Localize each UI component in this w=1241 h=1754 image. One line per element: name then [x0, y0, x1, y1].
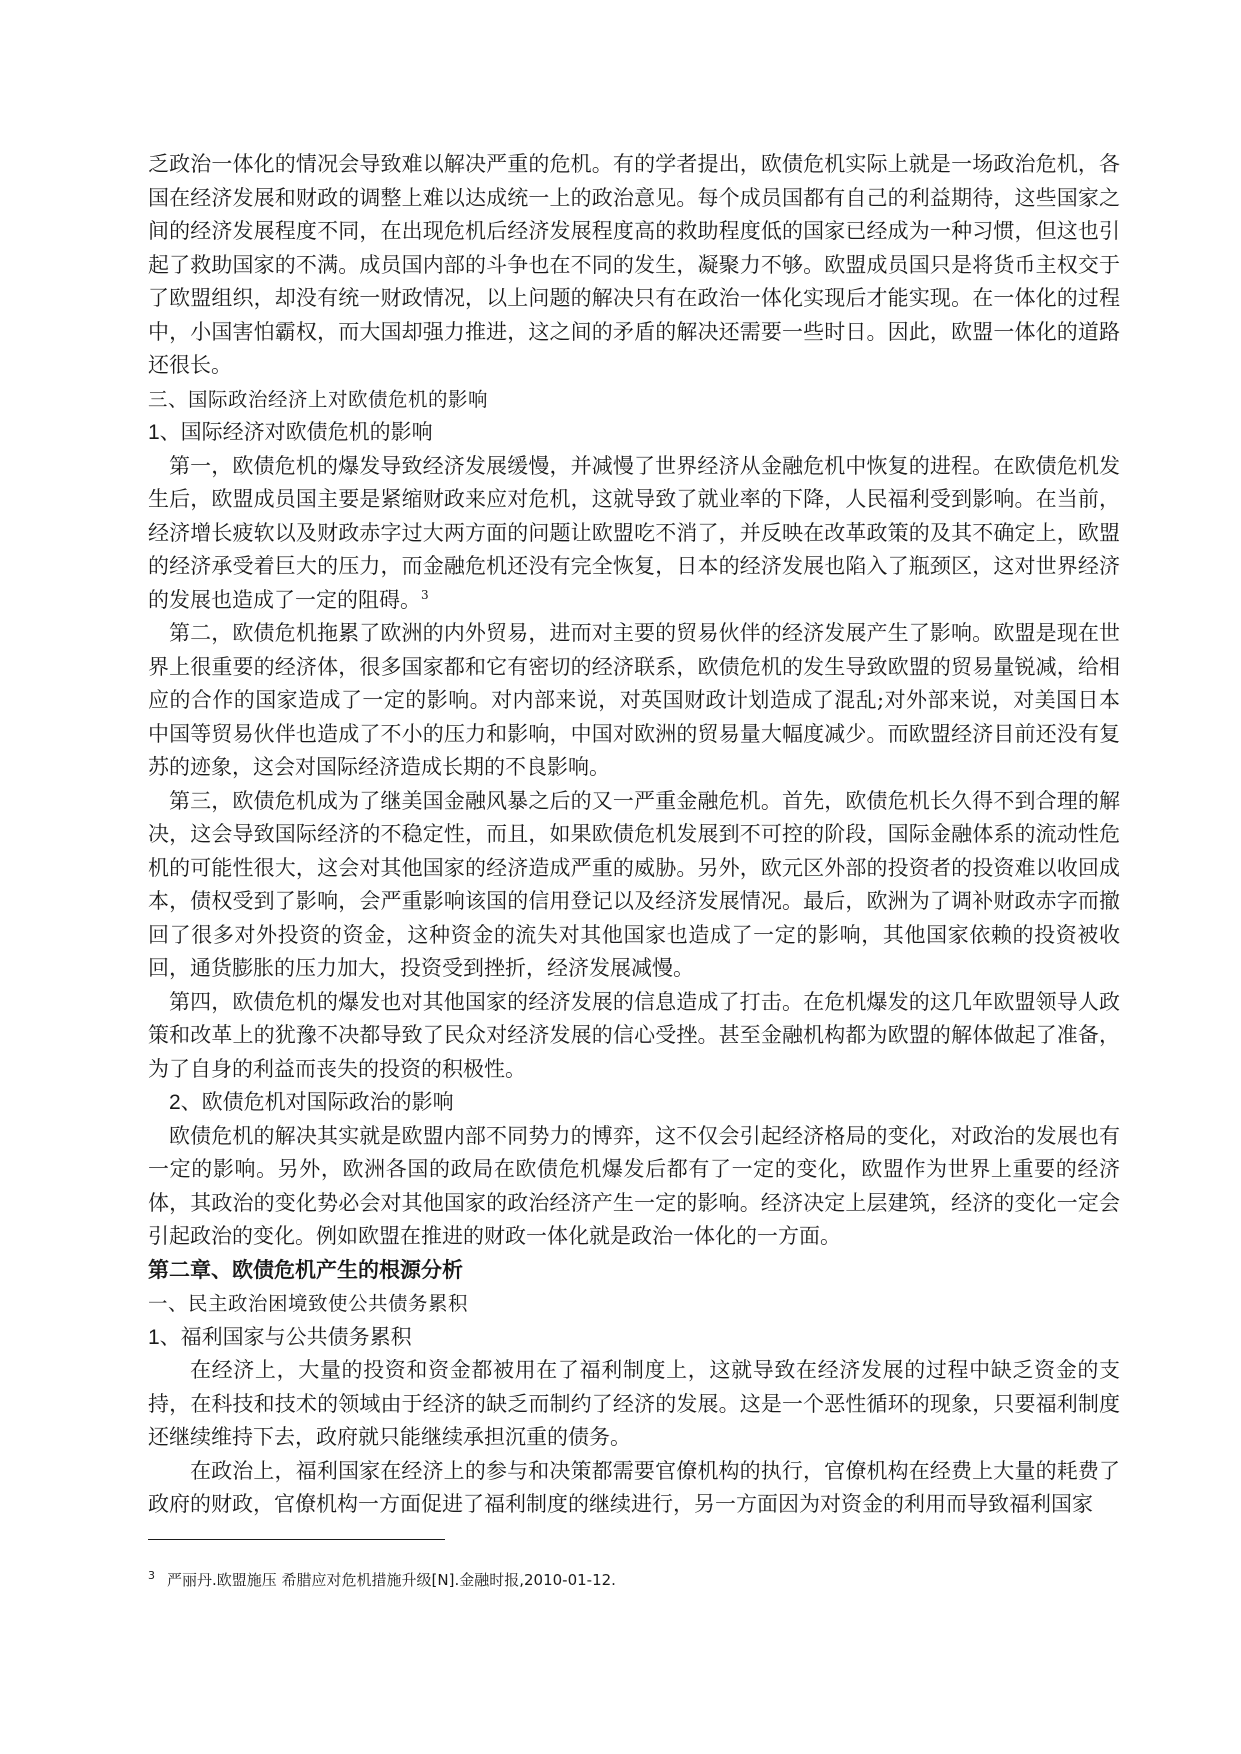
footnote-text: 严丽丹.欧盟施压 希腊应对危机措施升级[N].金融时报,2010-01-12. — [167, 1571, 616, 1589]
document-body — [148, 148, 1120, 1522]
paragraph-second: 第二，欧债危机拖累了欧洲的内外贸易，进而对主要的贸易伙伴的经济发展产生了影响。欧盟是现在世界上很重要的经济体，很多国家都和它有密切的经济联系，欧债危机的发生导致欧盟的贸易量锐减，给相应的合作的国家造成了一定的影响。对内部来说，对英国财政计划造成了混乱;对外部来说，对美国日本中国等贸易伙伴也造成了不小的压力和影响，中国对欧洲的贸易量大幅度减少。而欧盟经济目前还没有复苏的迹象，这会对国际经济造成长期的不良影响。 — [148, 621, 1120, 779]
paragraph-economic-welfare: 在经济上，大量的投资和资金都被用在了福利制度上，这就导致在经济发展的过程中缺乏资金的支持，在科技和技术的领域由于经济的缺乏而制约了经济的发展。这是一个恶性循环的现象，只要福利制度还继续维持下去，政府就只能继续承担沉重的债务。 — [148, 1358, 1120, 1449]
paragraph-first — [148, 450, 1120, 618]
footnote-separator — [148, 1539, 445, 1540]
footnote — [148, 1565, 1120, 1591]
paragraph-third: 第三，欧债危机成为了继美国金融风暴之后的又一严重金融危机。首先，欧债危机长久得不到合理的解决，这会导致国际经济的不稳定性，而且，如果欧债危机发展到不可控的阶段，国际金融体系的流动性危机的可能性很大，这会对其他国家的经济造成严重的威胁。另外，欧元区外部的投资者的投资难以收回成本，债权受到了影响，会严重影响该国的信用登记以及经济发展情况。最后，欧洲为了调补财政赤字而撤回了很多对外投资的资金，这种资金的流失对其他国家也造成了一定的影响，其他国家依赖的投资被收回，通货膨胀的压力加大，投资受到挫折，经济发展减慢。 — [148, 788, 1120, 980]
subsection-heading-welfare-state: 1、福利国家与公共债务累积 — [148, 1325, 412, 1349]
section-heading-democratic-dilemma: 一、民主政治困境致使公共债务累积 — [148, 1292, 469, 1315]
paragraph-political-impact: 欧债危机的解决其实就是欧盟内部不同势力的博弈，这不仅会引起经济格局的变化，对政治的发展也有一定的影响。另外，欧洲各国的政局在欧债危机爆发后都有了一定的变化，欧盟作为世界上重要的经济体，其政治的变化势必会对其他国家的政治经济产生一定的影响。经济决定上层建筑，经济的变化一定会引起政治的变化。例如欧盟在推进的财政一体化就是政治一体化的一方面。 — [148, 1123, 1120, 1248]
chapter-heading: 第二章、欧债危机产生的根源分析 — [148, 1258, 463, 1282]
subsection-heading-political-impact: 2、欧债危机对国际政治的影响 — [169, 1091, 454, 1114]
paragraph-first-text: 第一，欧债危机的爆发导致经济发展缓慢，并减慢了世界经济从金融危机中恢复的进程。在欧债危机发生后，欧盟成员国主要是紧缩财政来应对危机，这就导致了就业率的下降，人民福利受到影响。在当前，经济增长疲软以及财政赤字过大两方面的问题让欧盟吃不消了，并反映在改革政策的及其不确定上，欧盟的经济承受着巨大的压力，而金融危机还没有完全恢复，日本的经济发展也陷入了瓶颈区，这对世界经济的发展也造成了一定的阻碍。 — [148, 453, 1120, 612]
paragraph-continuation: 乏政治一体化的情况会导致难以解决严重的危机。有的学者提出，欧债危机实际上就是一场政治危机，各国在经济发展和财政的调整上难以达成统一上的政治意见。每个成员国都有自己的利益期待，这些国家之间的经济发展程度不同，在出现危机后经济发展程度高的救助程度低的国家已经成为一种习惯，但这也引起了救助国家的不满。成员国内部的斗争也在不同的发生，凝聚力不够。欧盟成员国只是将货币主权交于了欧盟组织，却没有统一财政情况，以上问题的解决只有在政治一体化实现后才能实现。在一体化的过程中，小国害怕霸权，而大国却强力推进，这之间的矛盾的解决还需要一些时日。因此，欧盟一体化的道路还很长。 — [148, 152, 1120, 377]
footnote-mark: 3 — [148, 1569, 155, 1582]
paragraph-fourth: 第四，欧债危机的爆发也对其他国家的经济发展的信息造成了打击。在危机爆发的这几年欧盟领导人政策和改革上的犹豫不决都导致了民众对经济发展的信心受挫。甚至金融机构都为欧盟的解体做起了准备，为了自身的利益而丧失的投资的积极性。 — [148, 989, 1120, 1081]
footnote-reference[interactable]: 3 — [421, 587, 429, 602]
subsection-heading-economic-impact: 1、国际经济对欧债危机的影响 — [148, 421, 433, 444]
paragraph-political-welfare: 在政治上，福利国家在经济上的参与和决策都需要官僚机构的执行，官僚机构在经费上大量的耗费了政府的财政，官僚机构一方面促进了福利制度的继续进行，另一方面因为对资金的利用而导致福利国家 — [148, 1458, 1120, 1516]
section-heading-international-impact: 三、国际政治经济上对欧债危机的影响 — [148, 387, 489, 411]
